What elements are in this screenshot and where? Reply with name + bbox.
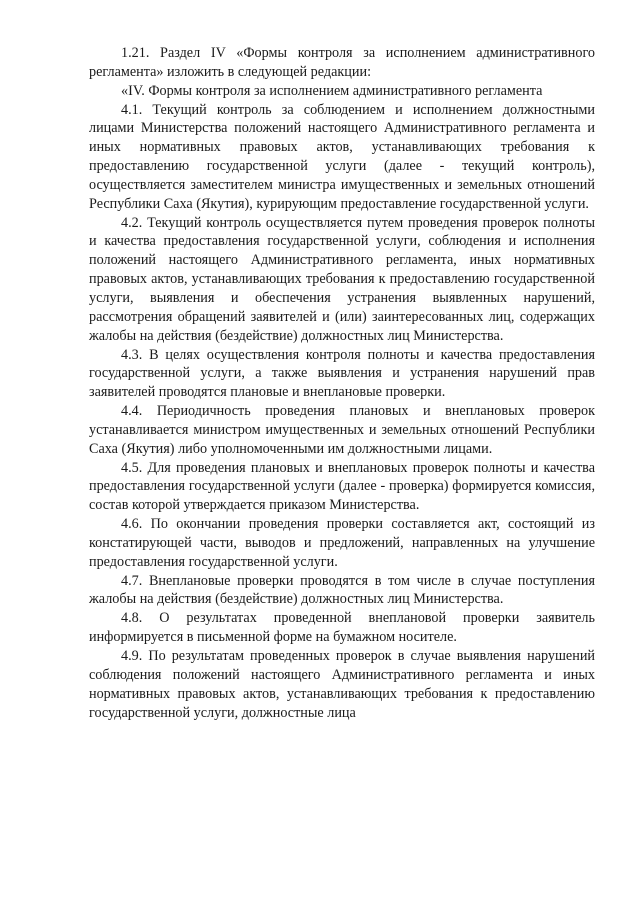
- paragraph-1-21: 1.21. Раздел IV «Формы контроля за исполнением административного регламента» изложить в следующей редакции:: [89, 45, 595, 80]
- section-heading: «IV. Формы контроля за исполнением административного регламента: [121, 82, 543, 99]
- document-page: [89, 44, 595, 722]
- paragraph-4-8: 4.8. О результатах проведенной внеплановой проверки заявитель информируется в письменной форме на бумажном носителе.: [89, 610, 595, 646]
- paragraph-4-7: 4.7. Внеплановые проверки проводятся в том числе в случае поступления жалобы на действия (бездействие) должностных лиц Министерства.: [89, 572, 595, 608]
- paragraph-4-6: 4.6. По окончании проведения проверки составляется акт, состоящий из констатирующей части, выводов и предложений, направленных на улучшение предоставления государственной услуги.: [89, 516, 595, 570]
- paragraph-4-5: 4.5. Для проведения плановых и внеплановых проверок полноты и качества предоставления государственной услуги (далее - проверка) формируется комиссия, состав которой утверждается приказом Министерства.: [89, 459, 595, 514]
- paragraph-4-1: 4.1. Текущий контроль за соблюдением и исполнением должностными лицами Министерства положений настоящего Административного регламента и иных нормативных правовых актов, устанавливающих требования к предоставлению государственной услуги (далее - текущий контроль), осуществляется заместителем министра имущественных и земельных отношений Республики Саха (Якутия), курирующим предоставление государственной услуги.: [89, 101, 595, 212]
- paragraph-4-2: 4.2. Текущий контроль осуществляется путем проведения проверок полноты и качества предоставления государственной услуги, соблюдения и исполнения положений настоящего Административного регламента, иных нормативных правовых актов, устанавливающих требования к предоставлению государственной услуги, выявления и обеспечения устранения выявленных нарушений, рассмотрения обращений заявителей и (или) заинтересованных лиц, содержащих жалобы на действия (бездействие) должностных лиц Министерства.: [89, 214, 595, 344]
- paragraph-4-4: 4.4. Периодичность проведения плановых и внеплановых проверок устанавливается министром имущественных и земельных отношений Республики Саха (Якутия) либо уполномоченными им должностными лицами.: [89, 403, 595, 457]
- paragraph-4-9: 4.9. По результатам проведенных проверок в случае выявления нарушений соблюдения положений настоящего Административного регламента и иных нормативных правовых актов, устанавливающих требования к предоставлению государственной услуги, должностные лица: [89, 648, 595, 721]
- paragraph-4-3: 4.3. В целях осуществления контроля полноты и качества предоставления государственной услуги, а также выявления и устранения нарушений прав заявителей проводятся плановые и внеплановые проверки.: [89, 346, 595, 401]
